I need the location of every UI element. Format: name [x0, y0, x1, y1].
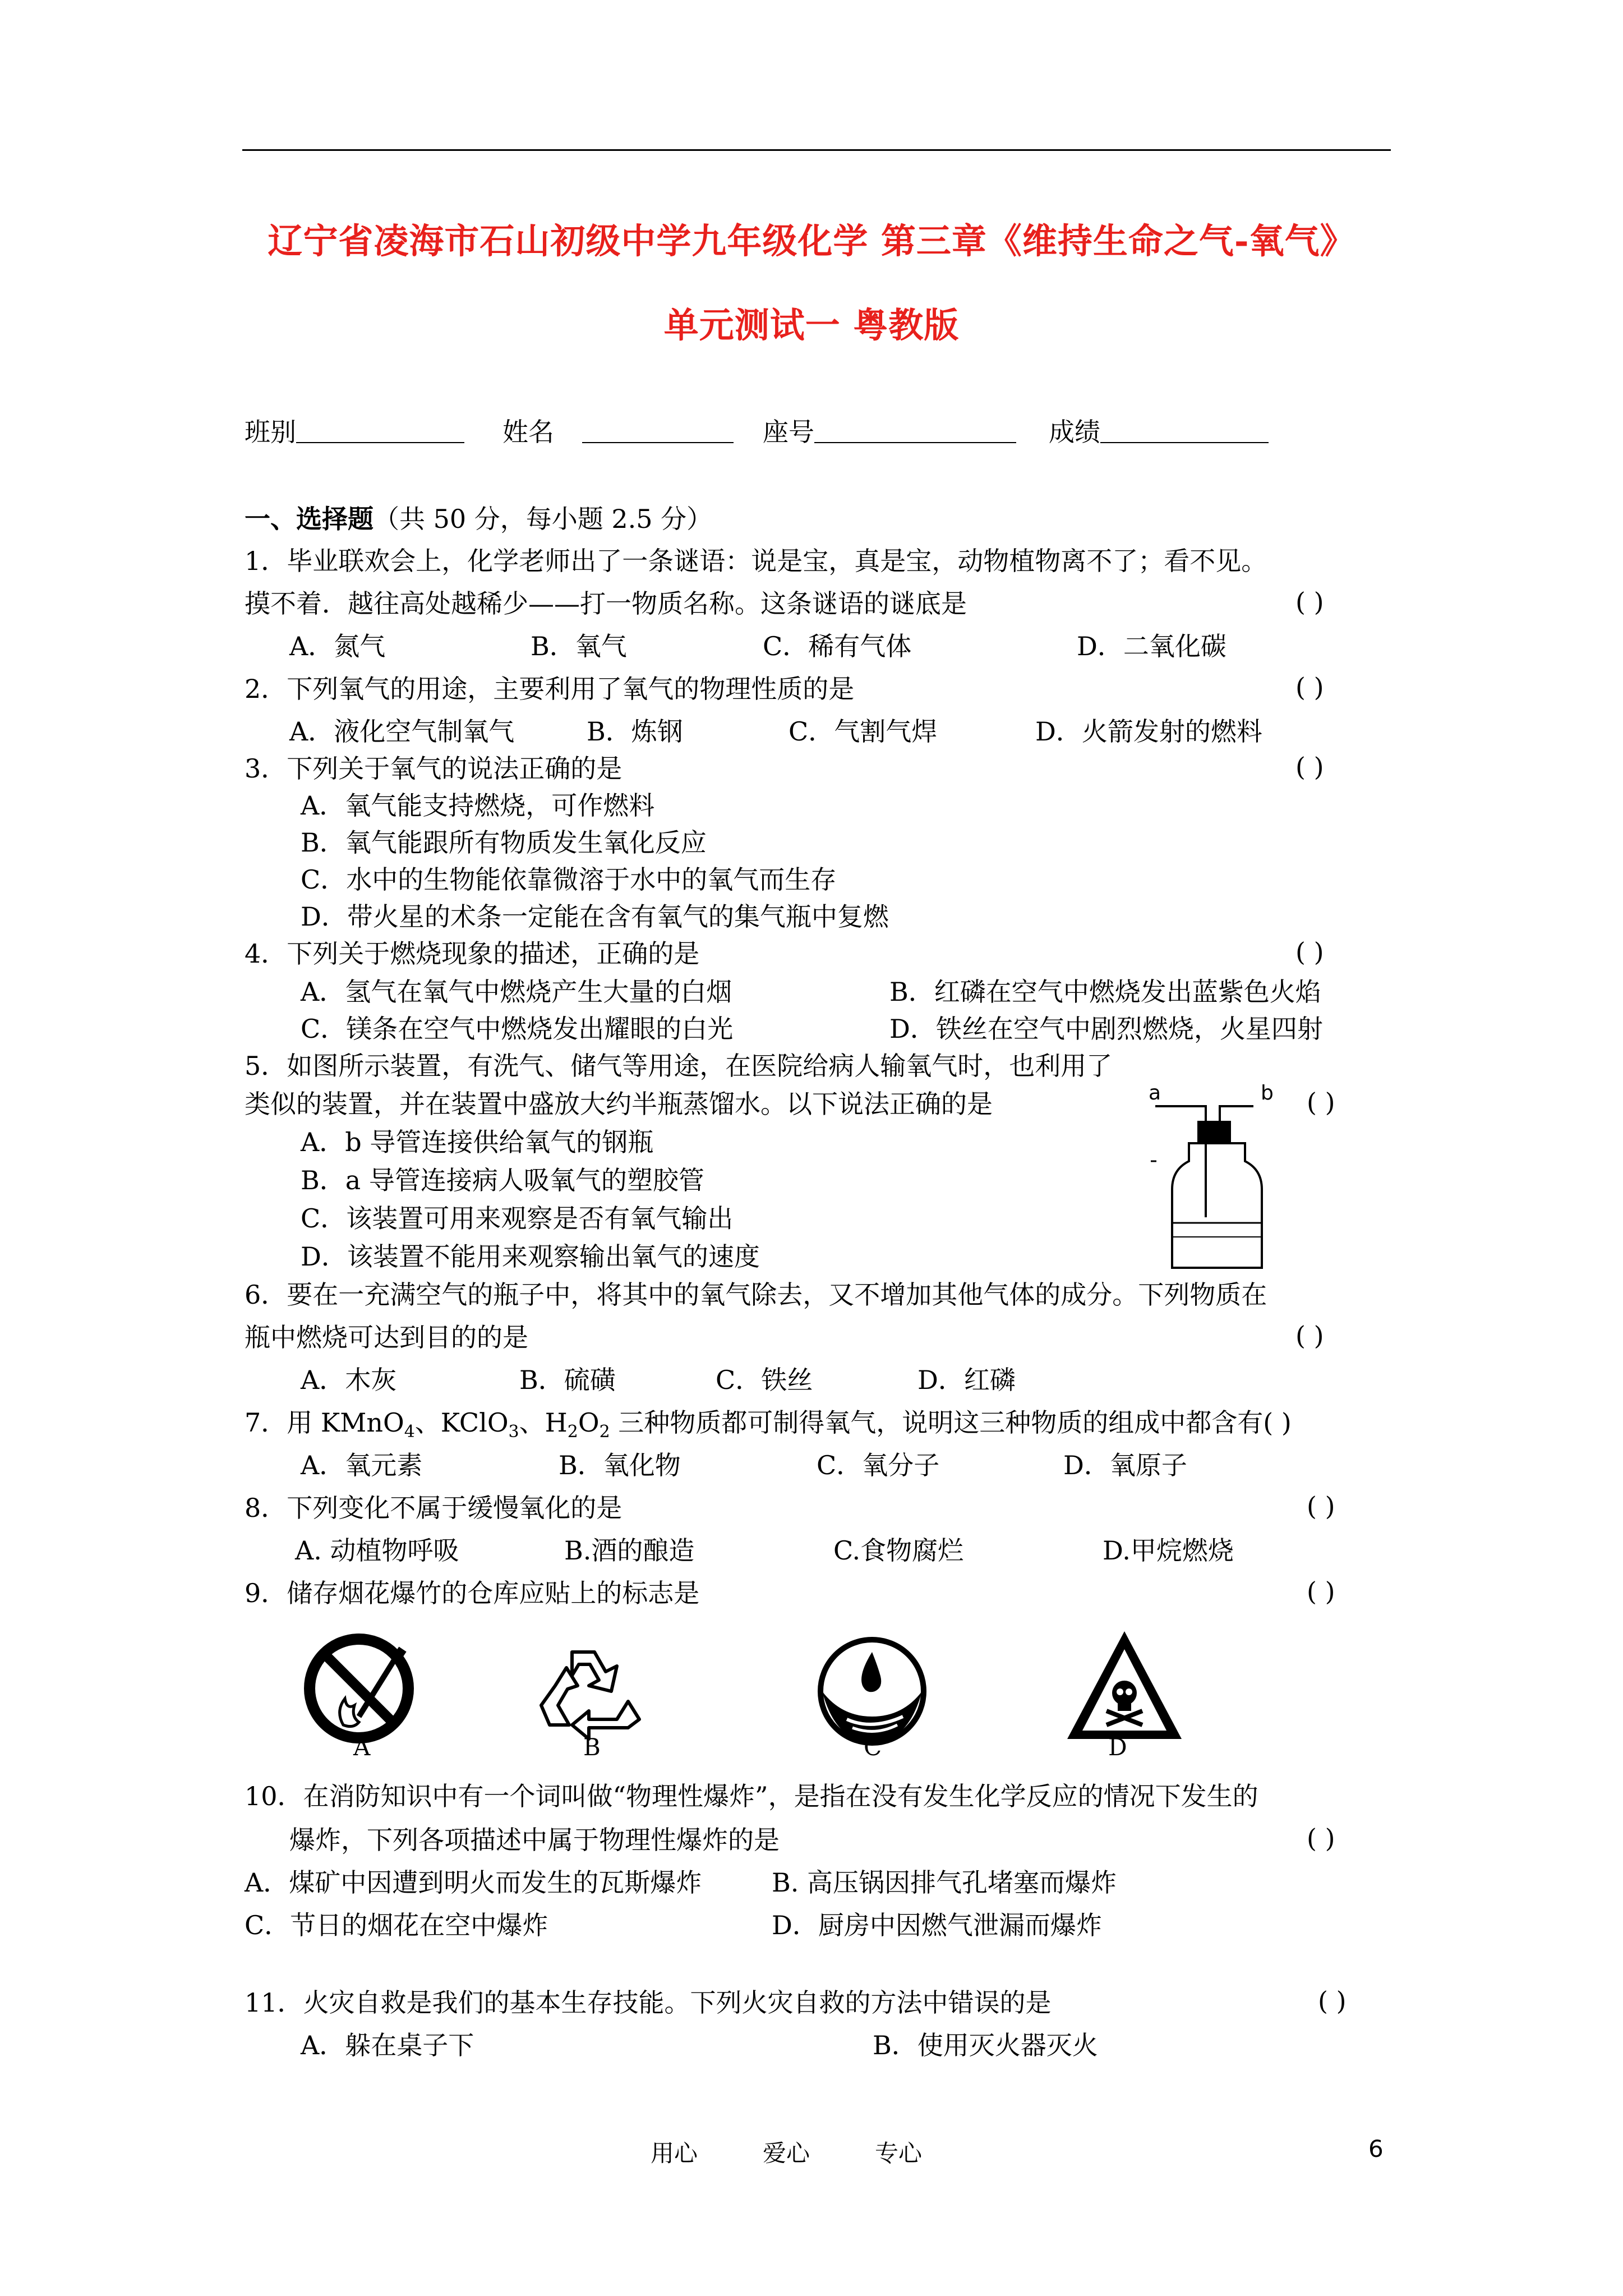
- q1-option-a: A．氮气: [289, 631, 386, 661]
- sign-label-a: A: [353, 1733, 371, 1761]
- q7-option-c: C．氧分子: [817, 1450, 940, 1480]
- q10-line2: 爆炸，下列各项描述中属于物理性爆炸的是: [289, 1825, 780, 1855]
- q8-option-d: D.甲烷燃烧: [1103, 1535, 1234, 1566]
- q6-line1: 6．要在一充满空气的瓶子中，将其中的氧气除去，又不增加其他气体的成分。下列物质在: [245, 1280, 1267, 1310]
- q9-answer-paren[interactable]: ( ): [1307, 1576, 1335, 1607]
- class-label: 班别: [245, 415, 464, 449]
- q1-line2: 摸不着．越往高处越稀少——打一物质名称。这条谜语的谜底是: [245, 588, 967, 619]
- q11-stem: 11．火灾自救是我们的基本生存技能。下列火灾自救的方法中错误的是: [245, 1987, 1052, 2018]
- q1-option-b: B．氧气: [531, 631, 627, 661]
- header-rule: [242, 149, 1391, 151]
- q6-option-c: C．铁丝: [716, 1365, 813, 1395]
- q4-stem: 4．下列关于燃烧现象的描述，正确的是: [245, 938, 700, 969]
- water-drop-hand-icon[interactable]: [813, 1632, 931, 1750]
- q1-option-c: C．稀有气体: [763, 631, 912, 661]
- doc-title-line2: 单元测试一 粤教版: [663, 305, 960, 346]
- q5-option-a: A．b 导管连接供给氧气的钢瓶: [301, 1127, 654, 1157]
- q2-option-a: A．液化空气制氧气: [289, 716, 515, 747]
- q9-stem: 9．储存烟花爆竹的仓库应贴上的标志是: [245, 1578, 700, 1608]
- q4-option-a: A．氢气在氧气中燃烧产生大量的白烟: [301, 977, 732, 1007]
- q6-line2: 瓶中燃烧可达到目的的是: [245, 1322, 528, 1352]
- q10-answer-paren[interactable]: ( ): [1307, 1823, 1335, 1853]
- sign-label-b: B: [583, 1733, 601, 1761]
- gas-washing-bottle-diagram: [1144, 1077, 1279, 1279]
- q3-stem: 3．下列关于氧气的说法正确的是: [245, 753, 623, 784]
- doc-title-line1: 辽宁省凌海市石山初级中学九年级化学 第三章《维持生命之气-氧气》: [268, 220, 1355, 261]
- q8-stem: 8．下列变化不属于缓慢氧化的是: [245, 1493, 623, 1523]
- q3-option-c: C．水中的生物能依靠微溶于水中的氧气而生存: [301, 864, 837, 895]
- q11-option-b: B．使用灭火器灭火: [873, 2030, 1098, 2060]
- q10-option-a: A．煤矿中因遭到明火而发生的瓦斯爆炸: [245, 1867, 702, 1898]
- q10-option-c: C．节日的烟花在空中爆炸: [245, 1910, 548, 1940]
- q1-answer-paren[interactable]: ( ): [1295, 587, 1324, 617]
- q6-option-b: B．硫磺: [519, 1365, 616, 1395]
- q4-option-b: B．红磷在空气中燃烧发出蓝紫色火焰: [889, 977, 1321, 1007]
- q5-line2: 类似的装置，并在装置中盛放大约半瓶蒸馏水。以下说法正确的是: [245, 1089, 993, 1119]
- q5-answer-paren[interactable]: ( ): [1307, 1087, 1335, 1117]
- q7-stem: 7．用 KMnO$_4$、KClO$_3$、$H_2O_2$ 三种物质都可制得氧气，说明这三种物质的组成中都含有( ): [245, 1407, 1292, 1442]
- q5-option-b: B．a 导管连接病人吸氧气的塑胶管: [301, 1165, 704, 1195]
- footer-word-2: 爱心: [763, 2139, 810, 2167]
- q2-answer-paren[interactable]: ( ): [1295, 672, 1324, 702]
- q7-answer-paren[interactable]: ( ): [1263, 1407, 1292, 1438]
- seat-label: 座号: [763, 415, 1016, 449]
- no-open-flame-icon[interactable]: [303, 1632, 415, 1745]
- tube-label-a: a: [1149, 1082, 1161, 1105]
- q10-option-d: D．厨房中因燃气泄漏而爆炸: [772, 1910, 1102, 1940]
- q11-answer-paren[interactable]: ( ): [1318, 1986, 1347, 2016]
- q5-option-d: D．该装置不能用来观察输出氧气的速度: [301, 1241, 760, 1272]
- sign-label-d: D: [1108, 1733, 1127, 1761]
- q3-option-d: D．带火星的术条一定能在含有氧气的集气瓶中复燃: [301, 901, 889, 932]
- footer-word-1: 用心: [651, 2139, 698, 2167]
- q8-option-a: A. 动植物呼吸: [295, 1535, 459, 1566]
- sign-label-c: C: [864, 1733, 882, 1761]
- footer-word-3: 专心: [875, 2139, 923, 2167]
- name-label: 姓名: [502, 415, 734, 449]
- q5-line1: 5．如图所示装置，有洗气、储气等用途，在医院给病人输氧气时，也利用了: [245, 1051, 1113, 1081]
- q7-option-a: A．氧元素: [301, 1450, 423, 1480]
- q6-option-d: D．红磷: [917, 1365, 1016, 1395]
- q4-answer-paren[interactable]: ( ): [1295, 937, 1324, 967]
- q3-option-b: B．氧气能跟所有物质发生氧化反应: [301, 827, 707, 858]
- q1-option-d: D．二氧化碳: [1077, 631, 1227, 661]
- q10-line1: 10．在消防知识中有一个词叫做“物理性爆炸”，是指在没有发生化学反应的情况下发生的: [245, 1781, 1258, 1811]
- recycle-icon[interactable]: [533, 1635, 645, 1742]
- q2-option-d: D．火箭发射的燃料: [1035, 716, 1262, 747]
- q1-line1: 1．毕业联欢会上，化学老师出了一条谜语：说是宝，真是宝，动物植物离不了；看不见。: [245, 546, 1267, 576]
- q4-option-d: D．铁丝在空气中剧烈燃烧，火星四射: [889, 1014, 1323, 1044]
- q11-option-a: A．躲在桌子下: [301, 2030, 474, 2060]
- q5-option-c: C．该装置可用来观察是否有氧气输出: [301, 1203, 734, 1234]
- q2-stem: 2．下列氧气的用途，主要利用了氧气的物理性质的是: [245, 674, 855, 704]
- q2-option-b: B．炼钢: [587, 716, 683, 747]
- score-label: 成绩: [1049, 415, 1269, 449]
- q8-option-b: B.酒的酿造: [564, 1535, 695, 1566]
- tube-label-b: b: [1261, 1082, 1274, 1105]
- q7-option-b: B．氧化物: [559, 1450, 681, 1480]
- q8-option-c: C.食物腐烂: [833, 1535, 964, 1566]
- q3-option-a: A．氧气能支持燃烧，可作燃料: [301, 790, 655, 821]
- q7-option-d: D．氧原子: [1063, 1450, 1187, 1480]
- q6-option-a: A．木灰: [301, 1365, 397, 1395]
- q4-option-c: C．镁条在空气中燃烧发出耀眼的白光: [301, 1014, 734, 1044]
- q3-answer-paren[interactable]: ( ): [1295, 752, 1324, 782]
- section-title: 一、选择题（共 50 分，每小题 2.5 分）: [245, 504, 713, 534]
- q2-option-c: C．气割气焊: [789, 716, 938, 747]
- toxic-warning-icon[interactable]: [1063, 1627, 1186, 1745]
- q10-option-b: B. 高压锅因排气孔堵塞而爆炸: [772, 1867, 1117, 1898]
- q8-answer-paren[interactable]: ( ): [1307, 1491, 1335, 1521]
- q6-answer-paren[interactable]: ( ): [1295, 1320, 1324, 1351]
- page-number: 6: [1368, 2135, 1384, 2162]
